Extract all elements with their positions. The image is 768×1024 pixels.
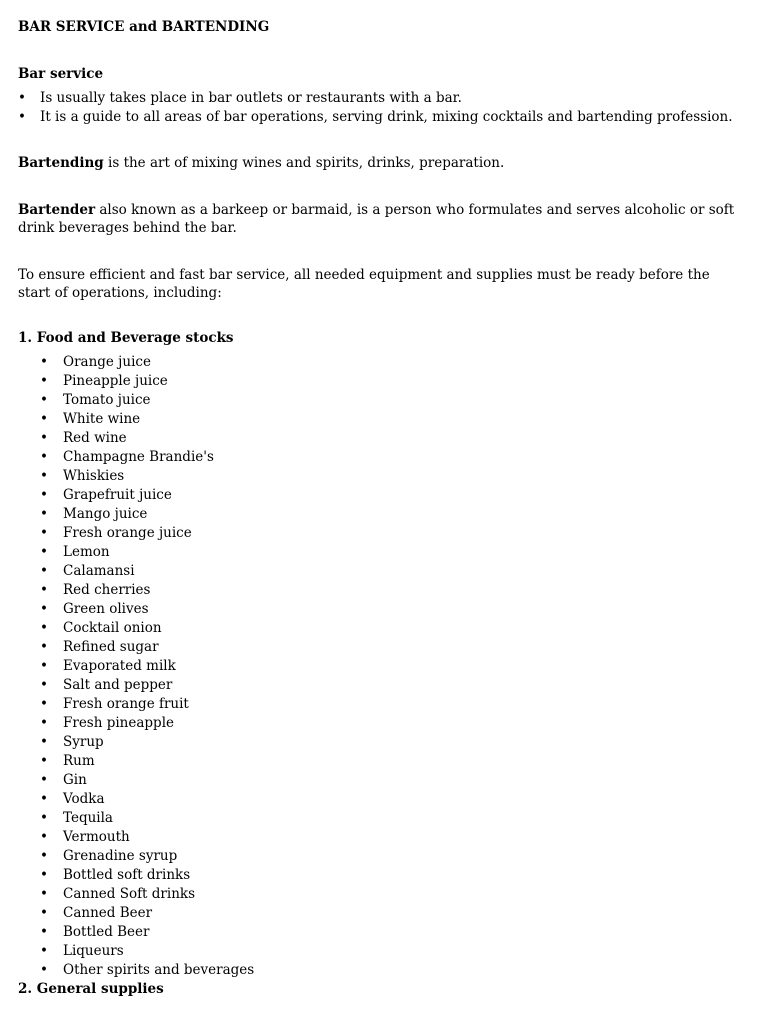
bartender-definition: also known as a barkeep or barmaid, is a person who formulates and serves alcoholic or soft drink beverages behind the bar.: [18, 202, 735, 236]
list-item: • Fresh orange fruit: [18, 695, 738, 714]
list-item: • Rum: [18, 752, 738, 771]
list-item: • Fresh pineapple: [18, 714, 738, 733]
spacer: [18, 172, 738, 201]
list-item: • Mango juice: [18, 505, 738, 524]
list-item: • Refined sugar: [18, 638, 738, 657]
intro-paragraph: To ensure efficient and fast bar service, all needed equipment and supplies must be ready before the start of operations, including:: [18, 267, 710, 301]
list-item: • Tomato juice: [18, 391, 738, 410]
bar-service-list: [18, 89, 738, 127]
bartender-term: Bartender: [18, 202, 96, 218]
list-item: • Orange juice: [18, 353, 738, 372]
spacer: [18, 237, 738, 266]
list-item: • Liqueurs: [18, 942, 738, 961]
spacer: [18, 302, 738, 329]
list-item: • Lemon: [18, 543, 738, 562]
list-item: • Red cherries: [18, 581, 738, 600]
list-item: • Salt and pepper: [18, 676, 738, 695]
document-page: [18, 18, 738, 998]
list-item: • Champagne Brandie's: [18, 448, 738, 467]
document-title: BAR SERVICE and BARTENDING: [18, 19, 270, 35]
list-item: • Whiskies: [18, 467, 738, 486]
list-item: • Syrup: [18, 733, 738, 752]
bartending-paragraph: [18, 154, 738, 172]
list-item: • Bottled soft drinks: [18, 866, 738, 885]
section2-heading: 2. General supplies: [18, 981, 164, 997]
list-item: • Cocktail onion: [18, 619, 738, 638]
list-item: • White wine: [18, 410, 738, 429]
list-item: • Is usually takes place in bar outlets or restaurants with a bar.: [18, 89, 738, 108]
bartending-definition: is the art of mixing wines and spirits, drinks, preparation.: [103, 155, 505, 171]
list-item: • Evaporated milk: [18, 657, 738, 676]
list-item: • Calamansi: [18, 562, 738, 581]
list-item: • Pineapple juice: [18, 372, 738, 391]
list-item: • Vermouth: [18, 828, 738, 847]
section1-heading: 1. Food and Beverage stocks: [18, 330, 234, 346]
list-item: • It is a guide to all areas of bar operations, serving drink, mixing cocktails and bartending profession.: [18, 108, 738, 127]
spacer: [18, 127, 738, 154]
list-item: • Canned Beer: [18, 904, 738, 923]
list-item: • Fresh orange juice: [18, 524, 738, 543]
food-beverage-stocks-list: [18, 353, 738, 980]
list-item: • Canned Soft drinks: [18, 885, 738, 904]
list-item: • Vodka: [18, 790, 738, 809]
list-item: • Grenadine syrup: [18, 847, 738, 866]
list-item: • Gin: [18, 771, 738, 790]
bartending-term: Bartending: [18, 155, 104, 171]
bartender-paragraph: [18, 201, 738, 237]
list-item: • Grapefruit juice: [18, 486, 738, 505]
list-item: • Red wine: [18, 429, 738, 448]
list-item: • Bottled Beer: [18, 923, 738, 942]
list-item: • Other spirits and beverages: [18, 961, 738, 980]
spacer: [18, 38, 738, 65]
list-item: • Tequila: [18, 809, 738, 828]
bar-service-heading: Bar service: [18, 66, 104, 82]
list-item: • Green olives: [18, 600, 738, 619]
